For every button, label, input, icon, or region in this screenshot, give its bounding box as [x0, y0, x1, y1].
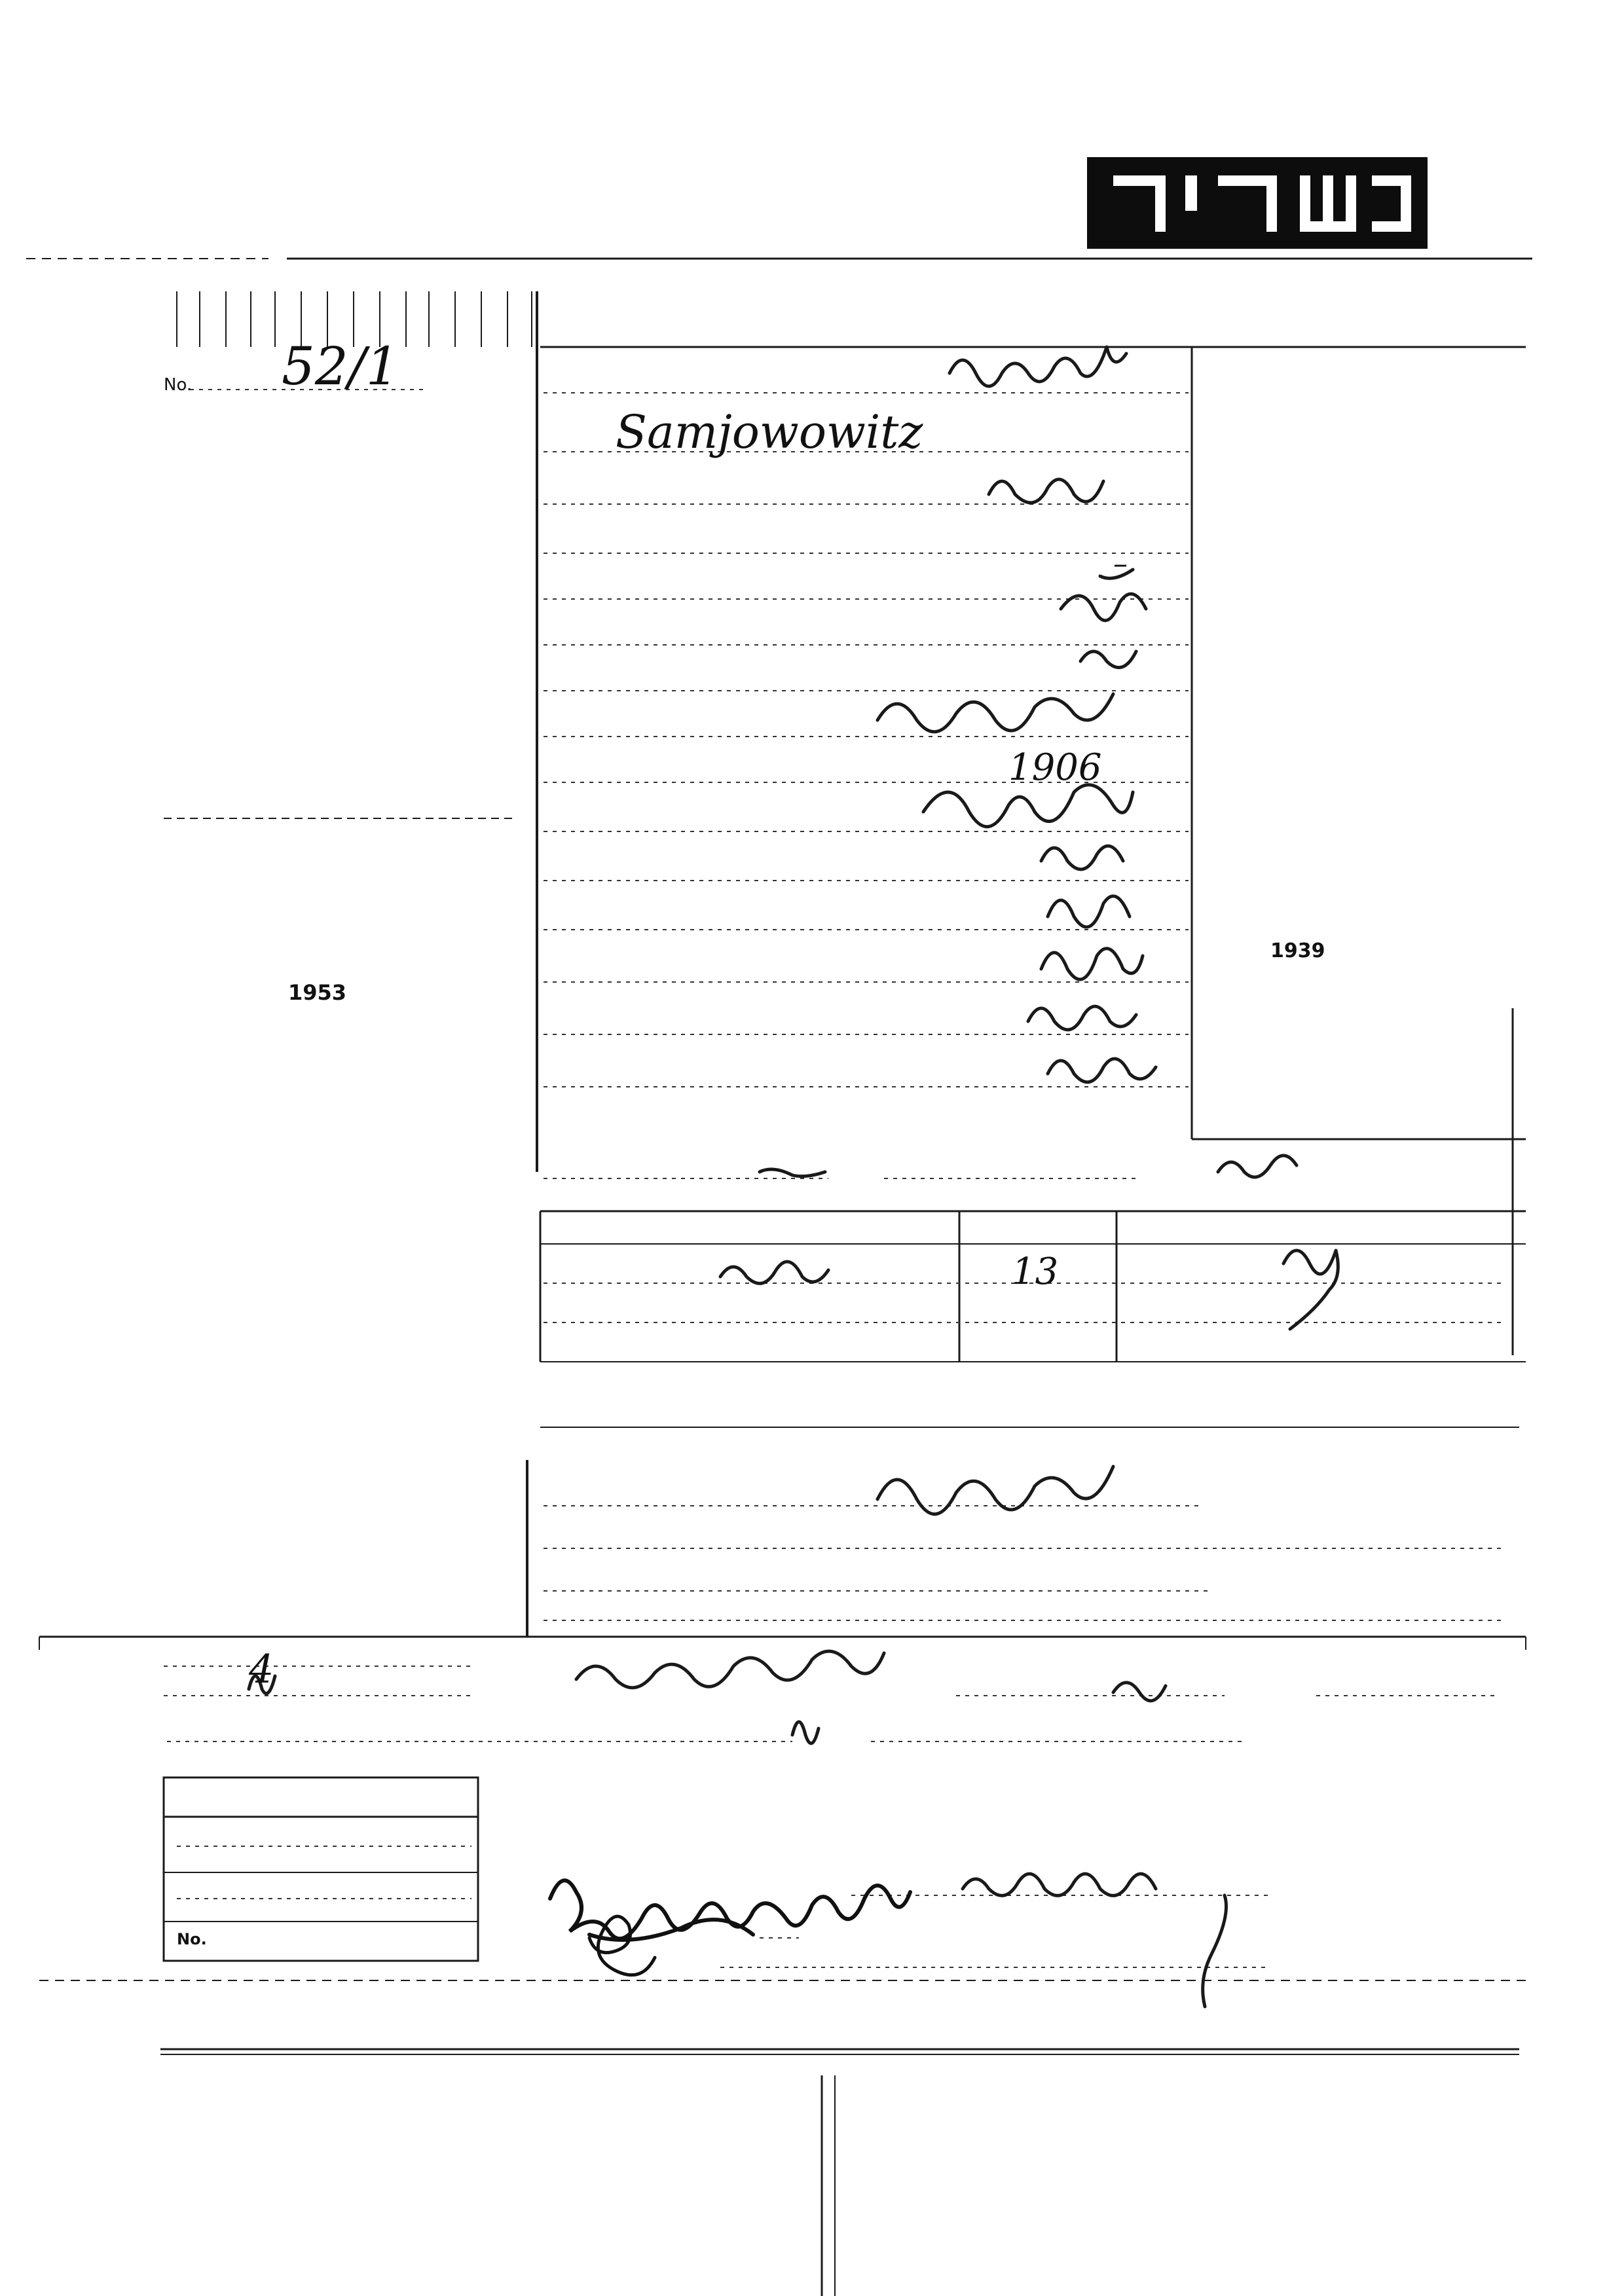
child-age: 13 — [1012, 1250, 1059, 1293]
official-signature-scrawl — [589, 1916, 655, 1975]
value-nickname: – — [1113, 547, 1128, 581]
citizenship-year: 1939 — [1270, 939, 1325, 962]
yad-vashem-logo — [1087, 157, 1428, 249]
registration-no-prefix: No. — [164, 375, 193, 395]
value-wife-maiden: – — [766, 1154, 779, 1184]
law-year: 1953 — [288, 980, 347, 1005]
citizenship-box-no-prefix: No. — [177, 1930, 207, 1948]
registration-no-value: 52/1 — [282, 336, 399, 397]
value-family-name-origin: Samjowowitz — [616, 405, 923, 459]
value-birth-date: 1906 — [1008, 746, 1102, 789]
declarant-number: 4 — [249, 1647, 274, 1692]
